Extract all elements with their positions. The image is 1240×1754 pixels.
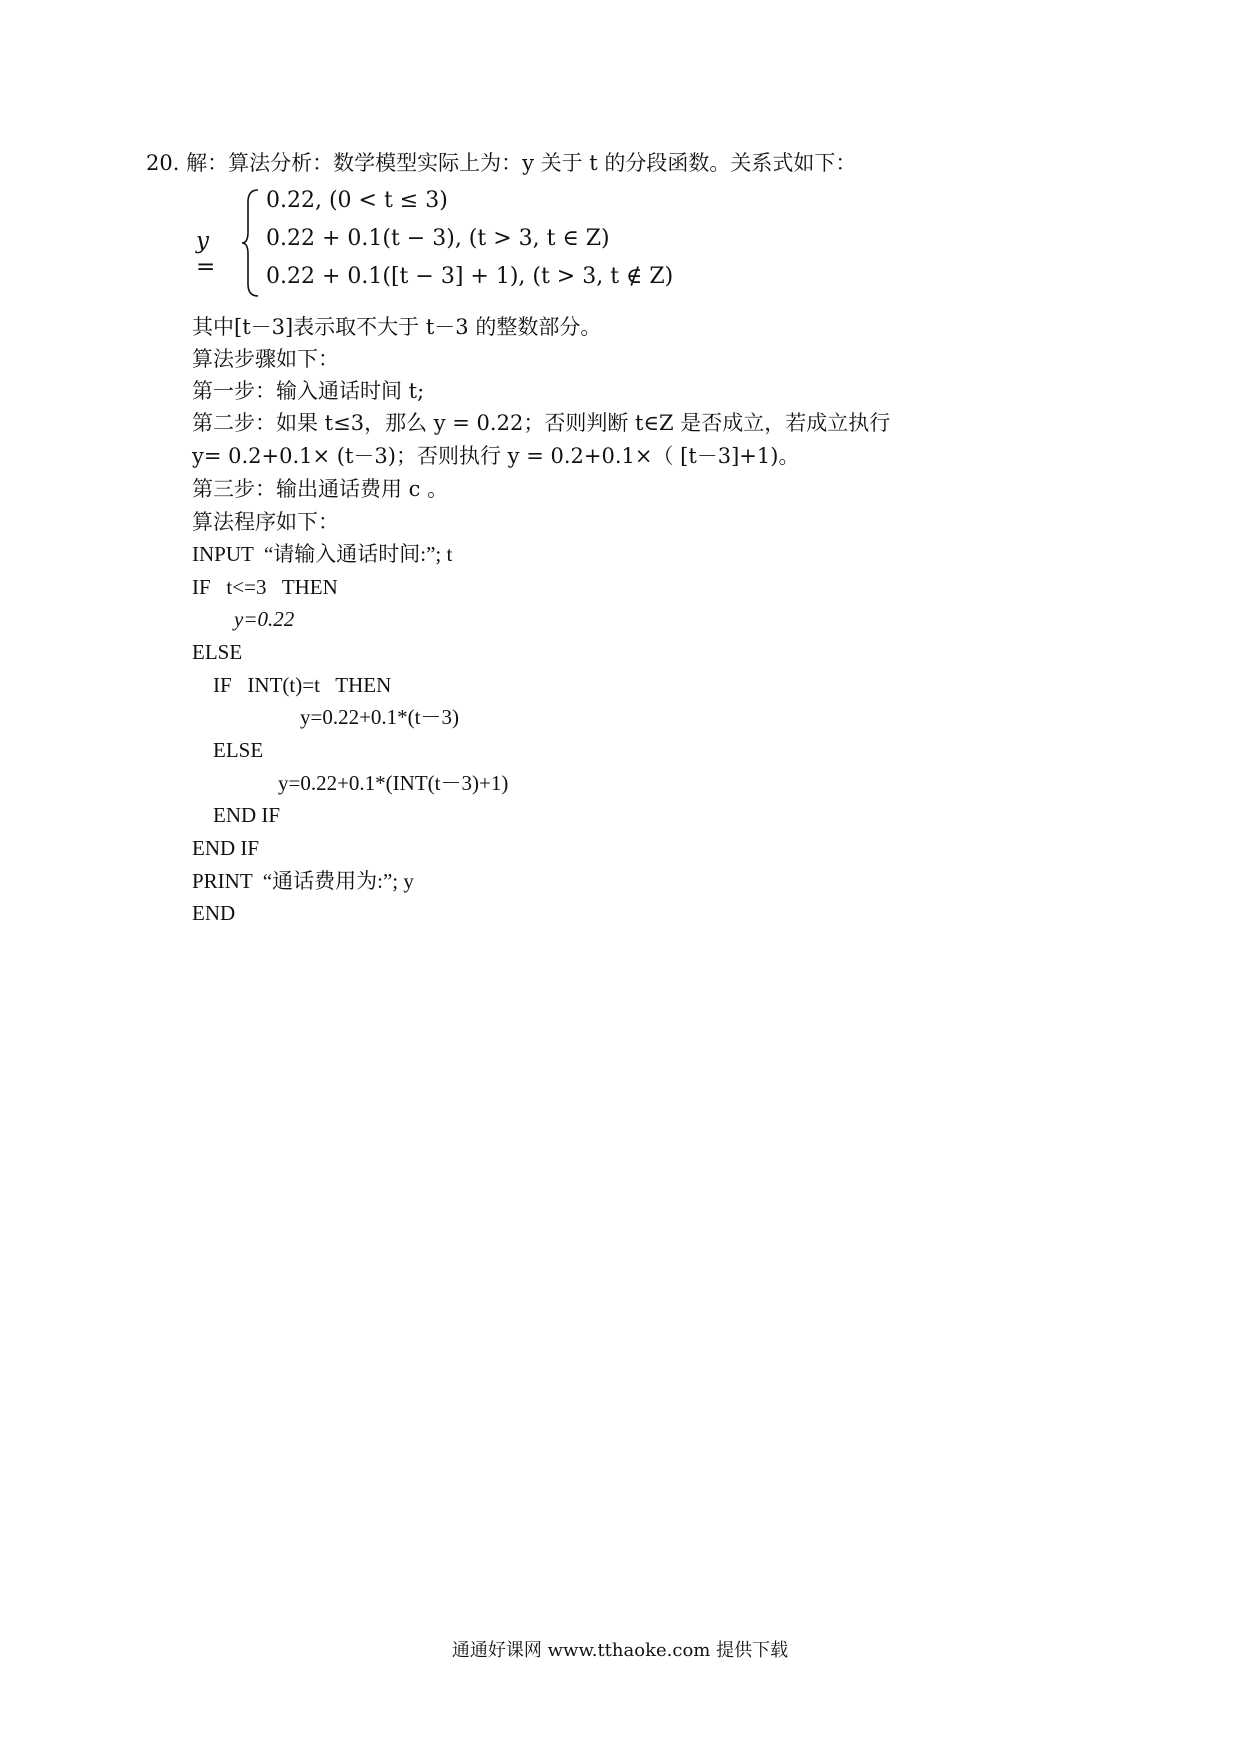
code-line-7: ELSE	[213, 738, 264, 762]
equation-case-3: 0.22 + 0.1([t − 3] + 1), (t > 3, t ∉ Z)	[266, 264, 674, 289]
text-line-6: 第三步：输出通话费用 c 。	[192, 477, 449, 501]
text-line-1: 其中[t－3]表示取不大于 t－3 的整数部分。	[192, 315, 602, 339]
text-line-3: 第一步：输入通话时间 t;	[192, 379, 425, 403]
text-line-7: 算法程序如下：	[192, 510, 339, 534]
text-line-5: y= 0.2+0.1× (t－3)；否则执行 y = 0.2+0.1×（ [t－3]+1)。	[192, 444, 800, 468]
text-line-2: 算法步骤如下：	[192, 347, 339, 371]
left-brace-icon	[240, 188, 262, 298]
code-line-5: IF INT(t)=t THEN	[213, 673, 392, 697]
equation-case-1: 0.22, (0 < t ≤ 3)	[266, 188, 448, 213]
problem-intro: 20. 解：算法分析：数学模型实际上为：y 关于 t 的分段函数。关系式如下：	[146, 151, 857, 175]
code-line-8: y=0.22+0.1*(INT(t－3)+1)	[278, 771, 509, 795]
code-line-12: END	[192, 901, 236, 925]
code-line-10: END IF	[192, 836, 260, 860]
code-line-1: INPUT “请输入通话时间:”; t	[192, 542, 453, 566]
code-line-3: y=0.22	[234, 607, 295, 631]
code-line-11: PRINT “通话费用为:”; y	[192, 869, 414, 893]
equation-case-2: 0.22 + 0.1(t − 3), (t > 3, t ∈ Z)	[266, 226, 610, 251]
code-line-6: y=0.22+0.1*(t－3)	[300, 705, 460, 729]
page-footer: 通通好课网 www.tthaoke.com 提供下载	[451, 1640, 789, 1661]
code-line-9: END IF	[213, 803, 281, 827]
text-line-4: 第二步：如果 t≤3，那么 y = 0.22；否则判断 t∈Z 是否成立，若成立执行	[192, 411, 891, 435]
code-line-2: IF t<=3 THEN	[192, 575, 338, 599]
code-line-4: ELSE	[192, 640, 243, 664]
equation-lhs: y =	[196, 228, 216, 280]
